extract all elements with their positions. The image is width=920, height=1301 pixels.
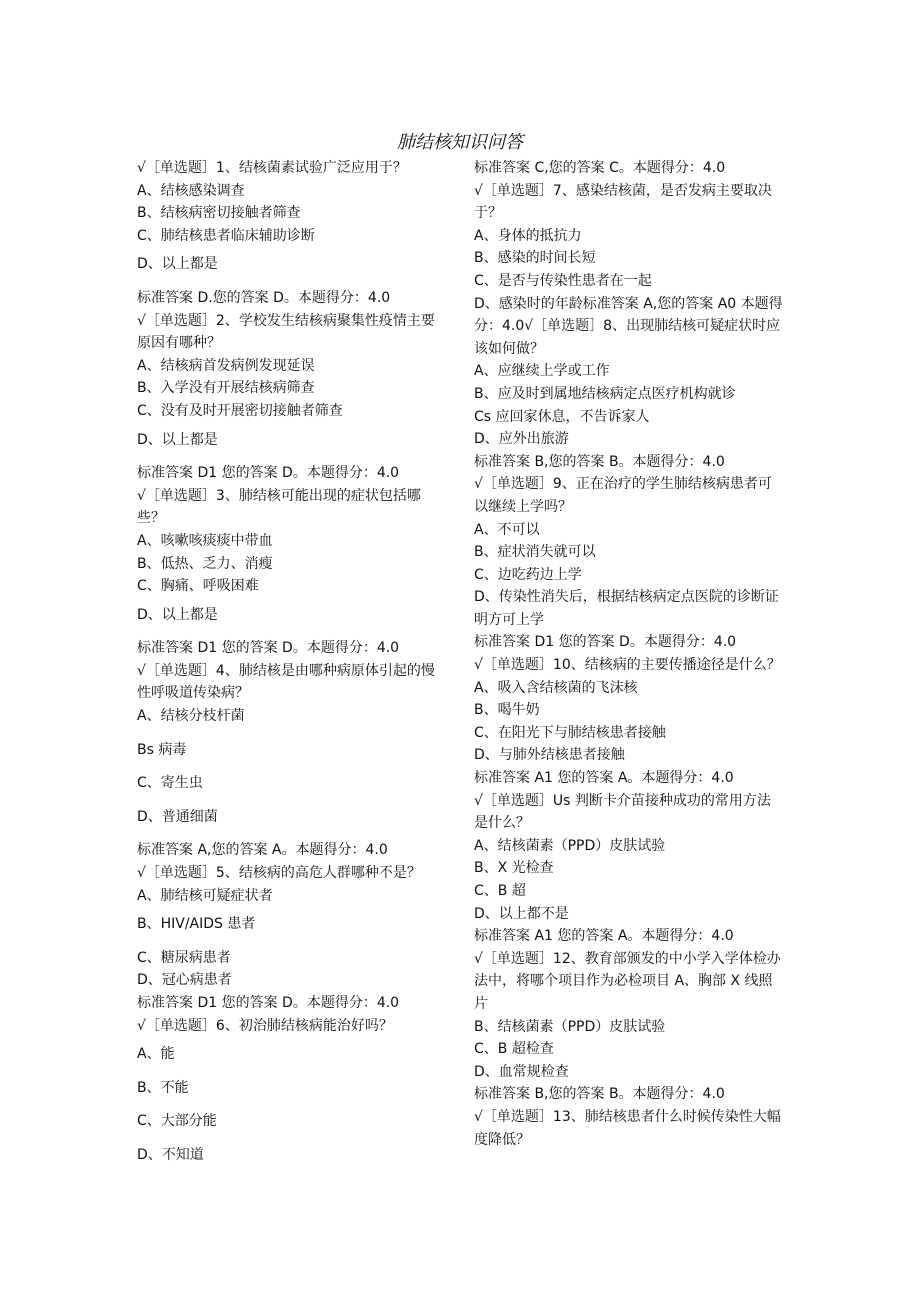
left-line-5: 标准答案 D.您的答案 D。本题得分：4.0	[137, 289, 391, 306]
right-line-23: √［单选题］Us 判断卡介苗接种成功的常用方法是什么？	[474, 792, 771, 832]
right-line-0: 标准答案 C,您的答案 C。本题得分：4.0	[474, 160, 726, 176]
right-line-16: 标准答案 D1 您的答案 D。本题得分：4.0	[474, 634, 737, 651]
left-line-3: C、肺结核患者临床辅助诊断	[137, 227, 315, 244]
right-line-13: B、症状消失就可以	[474, 544, 596, 561]
left-line-2: B、结核病密切接触者筛查	[137, 205, 301, 222]
right-line-11: √［单选题］9、正在治疗的学生肺结核病患者可以继续上学吗？	[474, 476, 772, 515]
left-line-31: A、能	[137, 1046, 175, 1063]
right-line-32: D、血常规检查	[474, 1063, 569, 1080]
right-line-20: C、在阳光下与肺结核患者接触	[474, 724, 666, 741]
right-line-5: D、感染时的年龄标准答案 A,您的答案 A0 本题得分：4.0√［单选题］8、出现肺结核可疑症状时应该如何做？	[474, 295, 783, 357]
left-line-14: B、低热、乏力、消瘦	[137, 555, 273, 572]
left-column	[137, 157, 437, 1167]
right-line-22: 标准答案 A1 您的答案 A。本题得分：4.0	[474, 770, 734, 787]
left-line-27: C、糖尿病患者	[137, 949, 231, 966]
right-line-24: A、结核菌素（PPD）皮肤试验	[474, 837, 666, 854]
left-line-21: C、寄生虫	[137, 775, 203, 792]
right-line-25: B、X 光检查	[474, 860, 554, 877]
left-line-12: √［单选题］3、肺结核可能出现的症状包括哪些？	[137, 487, 421, 527]
left-line-0: √［单选题］1、结核菌素试验广泛应用于？	[137, 160, 407, 176]
left-line-18: √［单选题］4、肺结核是由哪种病原体引起的慢性呼吸道传染病？	[137, 662, 435, 702]
right-line-29: √［单选题］12、教育部颁发的中小学入学体检办法中，将哪个项目作为必检项目 A、胸部 X 线照片	[474, 950, 781, 1012]
left-line-22: D、普通细菌	[137, 808, 218, 825]
left-line-30: √［单选题］6、初治肺结核病能治好吗？	[137, 1017, 393, 1034]
right-line-30: B、结核菌素（PPD）皮肤试验	[474, 1018, 666, 1035]
left-line-1: A、结核感染调查	[137, 182, 245, 199]
left-line-28: D、冠心病患者	[137, 972, 232, 989]
right-line-6: A、应继续上学或工作	[474, 363, 610, 380]
left-line-25: A、肺结核可疑症状者	[137, 887, 273, 904]
left-line-32: B、不能	[137, 1079, 189, 1096]
left-line-29: 标准答案 D1 您的答案 D。本题得分：4.0	[137, 995, 400, 1011]
left-line-33: C、大部分能	[137, 1113, 217, 1130]
left-line-16: D、以上都是	[137, 606, 218, 623]
left-line-4: D、以上都是	[137, 256, 218, 273]
right-line-4: C、是否与传染性患者在一起	[474, 272, 652, 289]
right-line-12: A、不可以	[474, 521, 540, 538]
right-line-28: 标准答案 A1 您的答案 A。本题得分：4.0	[474, 928, 734, 945]
right-line-26: C、B 超	[474, 883, 526, 899]
left-line-17: 标准答案 D1 您的答案 D。本题得分：4.0	[137, 640, 400, 657]
left-line-23: 标准答案 A,您的答案 A。本题得分：4.0	[137, 842, 388, 859]
left-line-6: √［单选题］2、学校发生结核病聚集性疫情主要原因有哪种？	[137, 312, 435, 352]
right-line-21: D、与肺外结核患者接触	[474, 747, 625, 764]
right-line-27: D、以上都不是	[474, 905, 569, 922]
page-title: 肺结核知识问答	[397, 132, 523, 153]
right-line-31: C、B 超检查	[474, 1041, 554, 1058]
right-line-9: D、应外出旅游	[474, 431, 569, 448]
right-line-2: A、身体的抵抗力	[474, 227, 582, 244]
right-line-8: Cs 应回家休息，不告诉家人	[474, 408, 650, 425]
left-line-34: D、不知道	[137, 1146, 204, 1163]
left-line-7: A、结核病首发病例发现延误	[137, 357, 315, 374]
right-line-18: A、吸入含结核菌的飞沫核	[474, 679, 638, 696]
right-line-15: D、传染性消失后，根据结核病定点医院的诊断证明方可上学	[474, 589, 779, 628]
left-line-24: √［单选题］5、结核病的高危人群哪种不是？	[137, 865, 421, 882]
left-line-9: C、没有及时开展密切接触者筛查	[137, 402, 343, 419]
left-line-10: D、以上都是	[137, 431, 218, 448]
right-line-17: √［单选题］10、结核病的主要传播途径是什么？	[474, 657, 781, 674]
left-line-11: 标准答案 D1 您的答案 D。本题得分：4.0	[137, 465, 400, 482]
right-line-7: B、应及时到属地结核病定点医疗机构就诊	[474, 385, 736, 402]
right-line-14: C、边吃药边上学	[474, 566, 582, 583]
right-line-10: 标准答案 B,您的答案 B。本题得分：4.0	[474, 453, 725, 470]
left-line-15: C、胸痛、呼吸困难	[137, 578, 259, 595]
left-line-13: A、咳嗽咳痰痰中带血	[137, 532, 273, 549]
right-line-33: 标准答案 B,您的答案 B。本题得分：4.0	[474, 1086, 725, 1103]
left-line-20: Bs 病毒	[137, 741, 187, 758]
left-line-19: A、结核分枝杆菌	[137, 708, 245, 725]
right-line-1: √［单选题］7、感染结核菌，是否发病主要取决于？	[474, 182, 772, 222]
left-line-26: B、HIV/AIDS 患者	[137, 916, 256, 933]
right-column	[474, 157, 784, 1151]
right-line-34: √［单选题］13、肺结核患者什么时候传染性大幅度降低？	[474, 1108, 781, 1148]
right-line-3: B、感染的时间长短	[474, 250, 596, 267]
right-line-19: B、喝牛奶	[474, 702, 540, 719]
left-line-8: B、入学没有开展结核病筛查	[137, 380, 315, 397]
